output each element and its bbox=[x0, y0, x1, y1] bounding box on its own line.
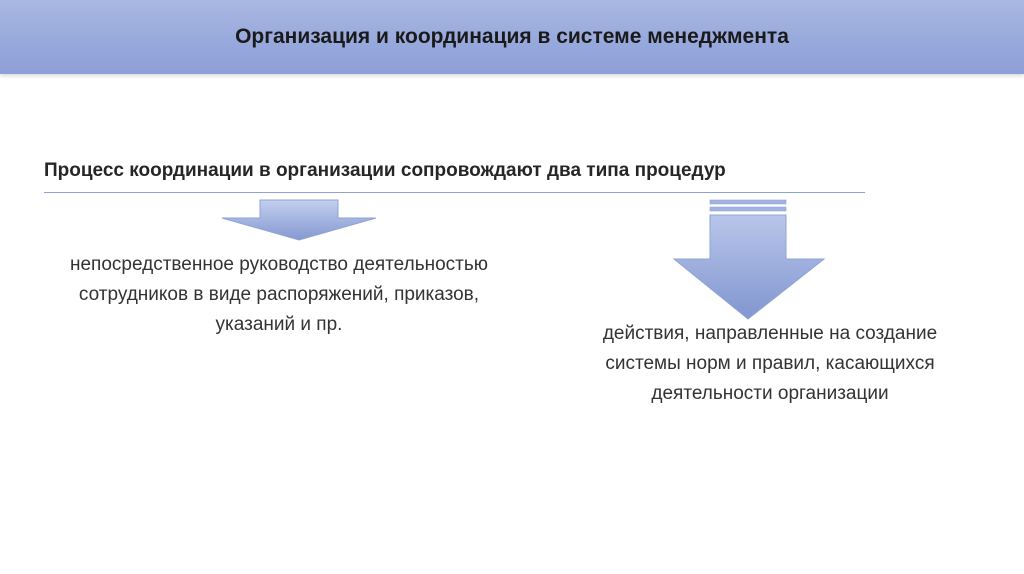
diagram-subtitle: Процесс координации в организации сопровождают два типа процедур bbox=[44, 160, 726, 181]
striped-down-arrow-icon bbox=[672, 199, 826, 321]
text-line: деятельности организации bbox=[651, 383, 889, 404]
down-arrow-icon bbox=[220, 198, 380, 242]
norms-system-description bbox=[540, 319, 1000, 409]
direct-management-description bbox=[14, 250, 544, 340]
text-line: непосредственное руководство деятельностью bbox=[69, 254, 489, 275]
text-line: указаний и пр. bbox=[215, 314, 343, 335]
text-line: действия, направленные на создание bbox=[602, 323, 938, 344]
text-line: системы норм и правил, касающихся bbox=[605, 353, 935, 374]
text-line: сотрудников в виде распоряжений, приказов, bbox=[78, 284, 480, 305]
page-title: Организация и координация в системе менеджмента bbox=[235, 25, 789, 48]
header-bar bbox=[0, 0, 1024, 74]
subtitle-divider bbox=[44, 192, 865, 193]
